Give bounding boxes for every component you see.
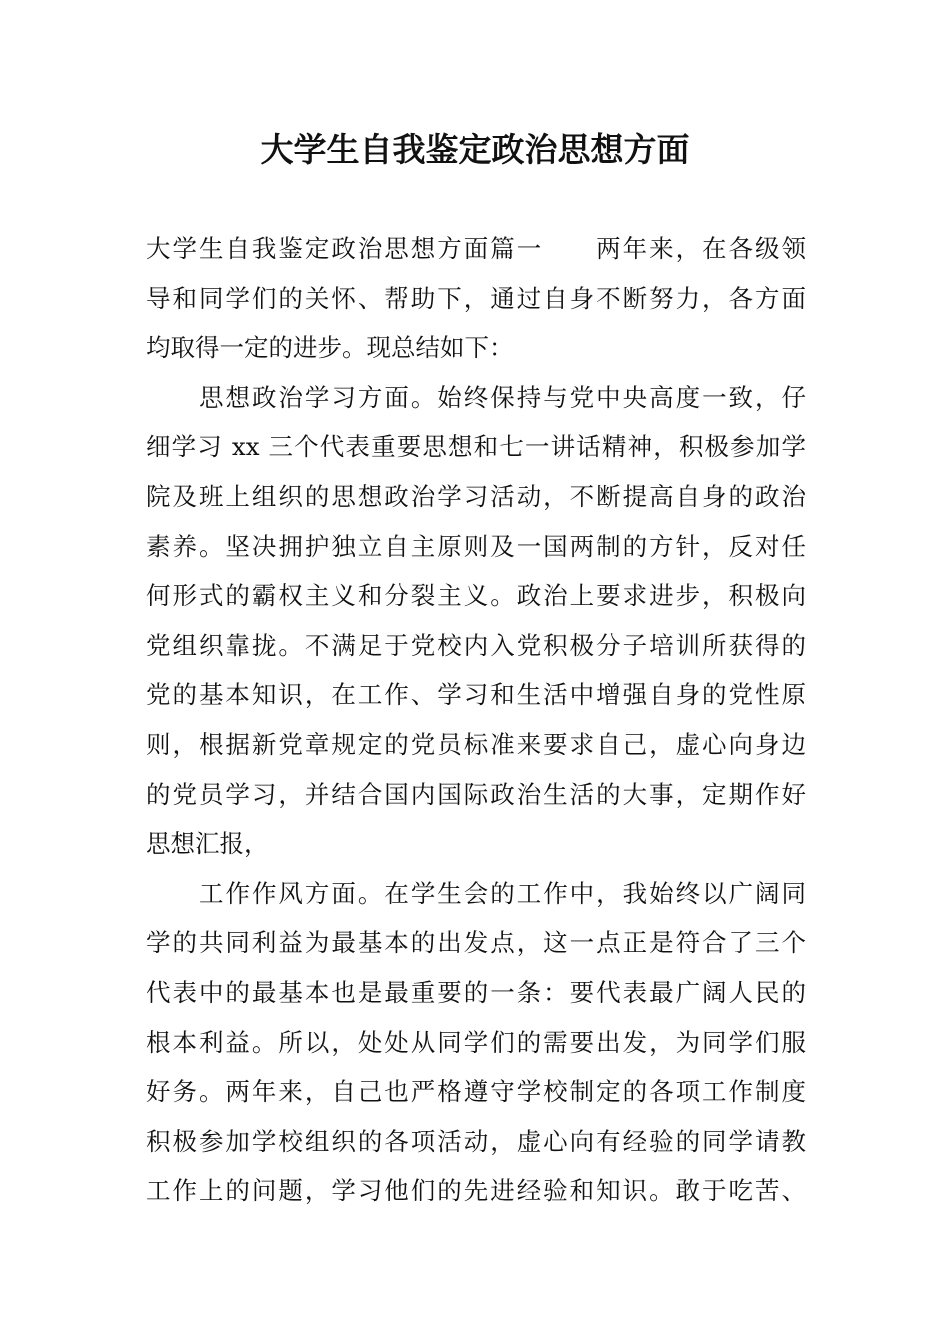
text-line: 院及班上组织的思想政治学习活动，不断提高自身的政治 <box>146 481 806 511</box>
text-line: 思想政治学习方面。始终保持与党中央高度一致，仔 <box>199 382 806 412</box>
text-line: 好务。两年来，自己也严格遵守学校制定的各项工作制度 <box>146 1077 806 1107</box>
text-line: 大学生自我鉴定政治思想方面篇一 两年来，在各级领 <box>146 234 806 263</box>
text-line: 细学习 xx 三个代表重要思想和七一讲话精神，积极参加学 <box>146 432 806 462</box>
document-body <box>146 224 806 1216</box>
text-line: 工作作风方面。在学生会的工作中，我始终以广阔同 <box>199 878 806 908</box>
text-line: 党的基本知识，在工作、学习和生活中增强自身的党性原 <box>146 680 806 710</box>
text-line: 导和同学们的关怀、帮助下，通过自身不断努力，各方面 <box>146 283 806 313</box>
text-line: 思想汇报， <box>146 829 269 859</box>
text-line: 根本利益。所以，处处从同学们的需要出发，为同学们服 <box>146 1027 806 1057</box>
text-line: 均取得一定的进步。现总结如下： <box>146 333 514 363</box>
text-line: 的党员学习，并结合国内国际政治生活的大事，定期作好 <box>146 779 806 809</box>
text-line: 积极参加学校组织的各项活动，虚心向有经验的同学请教 <box>146 1126 806 1156</box>
text-line: 党组织靠拢。不满足于党校内入党积极分子培训所获得的 <box>146 630 806 660</box>
text-line: 素养。坚决拥护独立自主原则及一国两制的方针，反对任 <box>146 531 806 561</box>
text-line: 学的共同利益为最基本的出发点，这一点正是符合了三个 <box>146 928 806 958</box>
text-line: 则，根据新党章规定的党员标准来要求自己，虚心向身边 <box>146 729 806 759</box>
text-line: 何形式的霸权主义和分裂主义。政治上要求进步，积极向 <box>146 581 806 611</box>
text-line: 代表中的最基本也是最重要的一条：要代表最广阔人民的 <box>146 977 806 1007</box>
text-line: 工作上的问题，学习他们的先进经验和知识。敢于吃苦、 <box>146 1176 806 1206</box>
page-title: 大学生自我鉴定政治思想方面 <box>260 130 690 169</box>
